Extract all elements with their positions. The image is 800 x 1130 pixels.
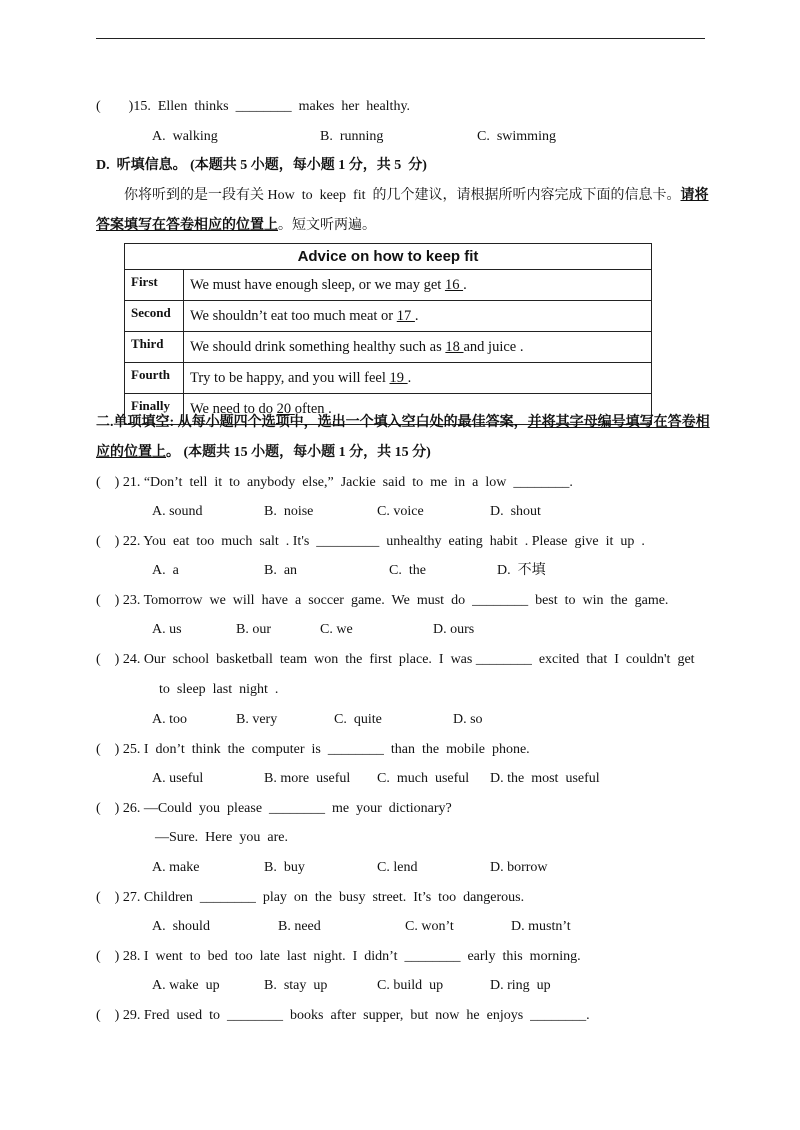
table-row [125, 332, 652, 363]
row-text: We should drink something healthy such as 18 and juice . [184, 332, 652, 363]
section-2-title-line2: 应的位置上。 (本题共 15 小题，每小题 1 分，共 15 分) [96, 445, 431, 460]
q24-option-d: D. so [453, 712, 483, 727]
q25-option-a: A. useful [152, 771, 204, 786]
q25-option-b: B. more useful [264, 771, 351, 786]
q27-option-d: D. mustn’t [511, 919, 571, 934]
table-row [125, 301, 652, 332]
question-23: ( ) 23. Tomorrow we will have a soccer game. We must do ________ best to win the game. [96, 593, 669, 608]
q26-option-a: A. make [152, 860, 200, 875]
question-28: ( ) 28. I went to bed too late last night. I didn’t ________ early this morning. [96, 949, 581, 964]
q28-option-c: C. build up [377, 978, 444, 993]
advice-table-header: Advice on how to keep fit [125, 244, 652, 270]
q21-option-c: C. voice [377, 504, 424, 519]
answer-blank-20: 20 [276, 400, 295, 417]
question-26-reply: —Sure. Here you are. [155, 830, 288, 845]
row-label: Finally [125, 394, 184, 425]
q27-option-a: A. should [152, 919, 210, 934]
question-22: ( ) 22. You eat too much salt . It's _________ unhealthy eating habit . Please give it up . [96, 534, 645, 549]
q28-option-d: D. ring up [490, 978, 551, 993]
q22-option-c: C. the [389, 563, 426, 578]
q23-option-d: D. ours [433, 622, 475, 637]
section-2-title-line1: 二.单项填空: 从每小题四个选项中，选出一个填入空白处的最佳答案，并将其字母编号填写在答卷相 [96, 415, 710, 430]
row-label: Second [125, 301, 184, 332]
question-24: ( ) 24. Our school basketball team won the first place. I was ________ excited that I couldn't get [96, 652, 695, 667]
q24-option-a: A. too [152, 712, 187, 727]
row-label: First [125, 270, 184, 301]
q15-option-c: C. swimming [477, 129, 556, 144]
q21-option-a: A. sound [152, 504, 203, 519]
answer-blank-18: 18 [445, 338, 464, 355]
question-29: ( ) 29. Fred used to ________ books after supper, but now he enjoys ________. [96, 1008, 590, 1023]
advice-table [124, 243, 652, 425]
q21-option-b: B. noise [264, 504, 314, 519]
q15-option-a: A. walking [152, 129, 218, 144]
section-d-intro-line1: 你将听到的是一段有关 How to keep fit 的几个建议，请根据所听内容完成下面的信息卡。请将 [124, 188, 709, 203]
row-text: We must have enough sleep, or we may get 16 . [184, 270, 652, 301]
q27-option-b: B. need [278, 919, 321, 934]
question-21: ( ) 21. “Don’t tell it to anybody else,” Jackie said to me in a low ________. [96, 475, 573, 490]
q22-option-b: B. an [264, 563, 298, 578]
section-d-title: D. 听填信息。 (本题共 5 小题，每小题 1 分，共 5 分) [96, 158, 427, 173]
q28-option-b: B. stay up [264, 978, 328, 993]
row-label: Fourth [125, 363, 184, 394]
row-text: We shouldn’t eat too much meat or 17 . [184, 301, 652, 332]
question-24-continued: to sleep last night . [159, 682, 279, 697]
q23-option-a: A. us [152, 622, 182, 637]
q28-option-a: A. wake up [152, 978, 220, 993]
q25-option-d: D. the most useful [490, 771, 600, 786]
question-27: ( ) 27. Children ________ play on the busy street. It’s too dangerous. [96, 890, 525, 905]
q24-option-c: C. quite [334, 712, 382, 727]
q26-option-d: D. borrow [490, 860, 548, 875]
header-rule [96, 38, 705, 39]
q15-option-b: B. running [320, 129, 384, 144]
section-d-intro-line2: 答案填写在答卷相应的位置上。短文听两遍。 [96, 218, 376, 233]
q22-option-d: D. 不填 [497, 563, 546, 578]
q23-option-b: B. our [236, 622, 271, 637]
answer-blank-17: 17 [396, 307, 415, 324]
question-25: ( ) 25. I don’t think the computer is ________ than the mobile phone. [96, 742, 530, 757]
question-26: ( ) 26. —Could you please ________ me your dictionary? [96, 801, 452, 816]
q22-option-a: A. a [152, 563, 179, 578]
q26-option-b: B. buy [264, 860, 305, 875]
table-row [125, 363, 652, 394]
q25-option-c: C. much useful [377, 771, 470, 786]
row-text: We need to do 20 often . [184, 394, 652, 425]
q27-option-c: C. won’t [405, 919, 454, 934]
row-label: Third [125, 332, 184, 363]
question-15: ( )15. Ellen thinks ________ makes her healthy. [96, 99, 411, 114]
q24-option-b: B. very [236, 712, 278, 727]
q23-option-c: C. we [320, 622, 353, 637]
q26-option-c: C. lend [377, 860, 418, 875]
answer-blank-16: 16 [444, 276, 464, 293]
q21-option-d: D. shout [490, 504, 541, 519]
answer-blank-19: 19 [389, 369, 408, 386]
row-text: Try to be happy, and you will feel 19 . [184, 363, 652, 394]
table-row [125, 270, 652, 301]
